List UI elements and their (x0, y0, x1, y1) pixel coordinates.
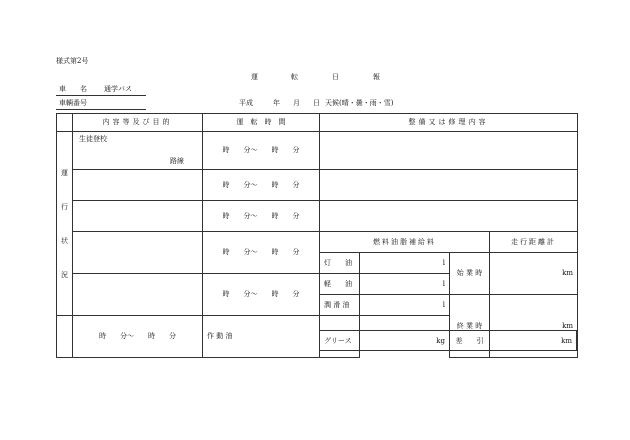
time-cell[interactable]: 時 分〜 時 分 (73, 316, 203, 358)
grease-difference-row (319, 330, 577, 351)
fuel-grease-label: グリース (320, 331, 360, 350)
fuel-lubricant-label: 潤 滑 油 (320, 295, 360, 316)
fuel-kerosene-label: 灯 油 (320, 253, 360, 274)
operation-status-label (57, 132, 73, 316)
date-era: 平成 (239, 99, 253, 107)
car-number-underline (56, 109, 146, 110)
maintenance-cell[interactable] (320, 170, 578, 201)
fuel-grease-value[interactable]: kg (360, 331, 450, 350)
fuel-kerosene-value[interactable]: l (360, 253, 450, 274)
fuel-header: 燃料油脂補給料 (320, 232, 490, 253)
distance-start-label: 始 業 時 (450, 253, 490, 295)
distance-diff-value[interactable]: km (561, 336, 572, 345)
time-cell[interactable]: 時 分〜 時 分 (203, 232, 320, 274)
date-day: 日 (313, 99, 320, 107)
fuel-hydraulic-label: 作 動 油 (203, 316, 320, 358)
time-cell[interactable]: 時 分〜 時 分 (203, 201, 320, 232)
daily-report-table (56, 113, 578, 358)
distance-diff-label: 差 引 (450, 331, 490, 350)
distance-end-value[interactable]: km (490, 295, 578, 358)
time-cell[interactable]: 時 分〜 時 分 (203, 132, 320, 170)
title-char-3: 日 (332, 73, 339, 81)
header-blank-cell (57, 114, 73, 132)
car-number-label: 車輌番号 (59, 99, 87, 107)
purpose-cell[interactable] (73, 232, 203, 274)
weather-field[interactable]: 天候(晴・曇・雨・雪) (325, 99, 394, 107)
date-month: 月 (293, 99, 300, 107)
maintenance-cell[interactable] (320, 201, 578, 232)
maintenance-cell[interactable] (320, 132, 578, 170)
car-name-label: 車 名 (59, 85, 87, 93)
purpose-cell[interactable] (57, 316, 73, 358)
maintenance-header: 整備又は修理内容 (320, 114, 578, 132)
purpose-cell[interactable] (73, 274, 203, 316)
distance-end-label: 終 業 時 (450, 295, 490, 358)
car-name-underline (56, 95, 146, 96)
date-year: 年 (273, 99, 280, 107)
purpose-cell[interactable] (73, 170, 203, 201)
trip-row-4a (57, 232, 578, 253)
distance-start-value[interactable]: km (490, 253, 578, 295)
trip-row-2 (57, 170, 578, 201)
trip-row-3 (57, 201, 578, 232)
distance-header: 走行距離計 (490, 232, 578, 253)
form-number: 様式第2号 (56, 57, 89, 65)
car-name-value[interactable]: 通学バス (104, 85, 132, 93)
time-cell[interactable]: 時 分〜 時 分 (203, 170, 320, 201)
fuel-diesel-value[interactable]: l (360, 274, 450, 295)
side-label-char: 行 (61, 202, 68, 211)
side-label-char: 運 (61, 168, 68, 177)
purpose-cell[interactable] (73, 132, 203, 170)
title-char-1: 運 (251, 73, 258, 81)
purpose-header: 内容等及び目的 (73, 114, 203, 132)
fuel-diesel-label: 軽 油 (320, 274, 360, 295)
trip-row-1 (57, 132, 578, 170)
time-cell[interactable]: 時 分〜 時 分 (203, 274, 320, 316)
purpose-cell[interactable] (73, 201, 203, 232)
side-label-char: 況 (61, 270, 68, 279)
route-text: 路線 (170, 156, 184, 165)
side-label-char: 状 (61, 236, 68, 245)
fuel-lubricant-value[interactable]: l (360, 295, 450, 316)
header-row (57, 114, 578, 132)
purpose-text: 生徒登校 (79, 135, 107, 143)
title-char-4: 報 (373, 73, 380, 81)
time-header: 運 転 時 間 (203, 114, 320, 132)
title-char-2: 転 (291, 73, 298, 81)
